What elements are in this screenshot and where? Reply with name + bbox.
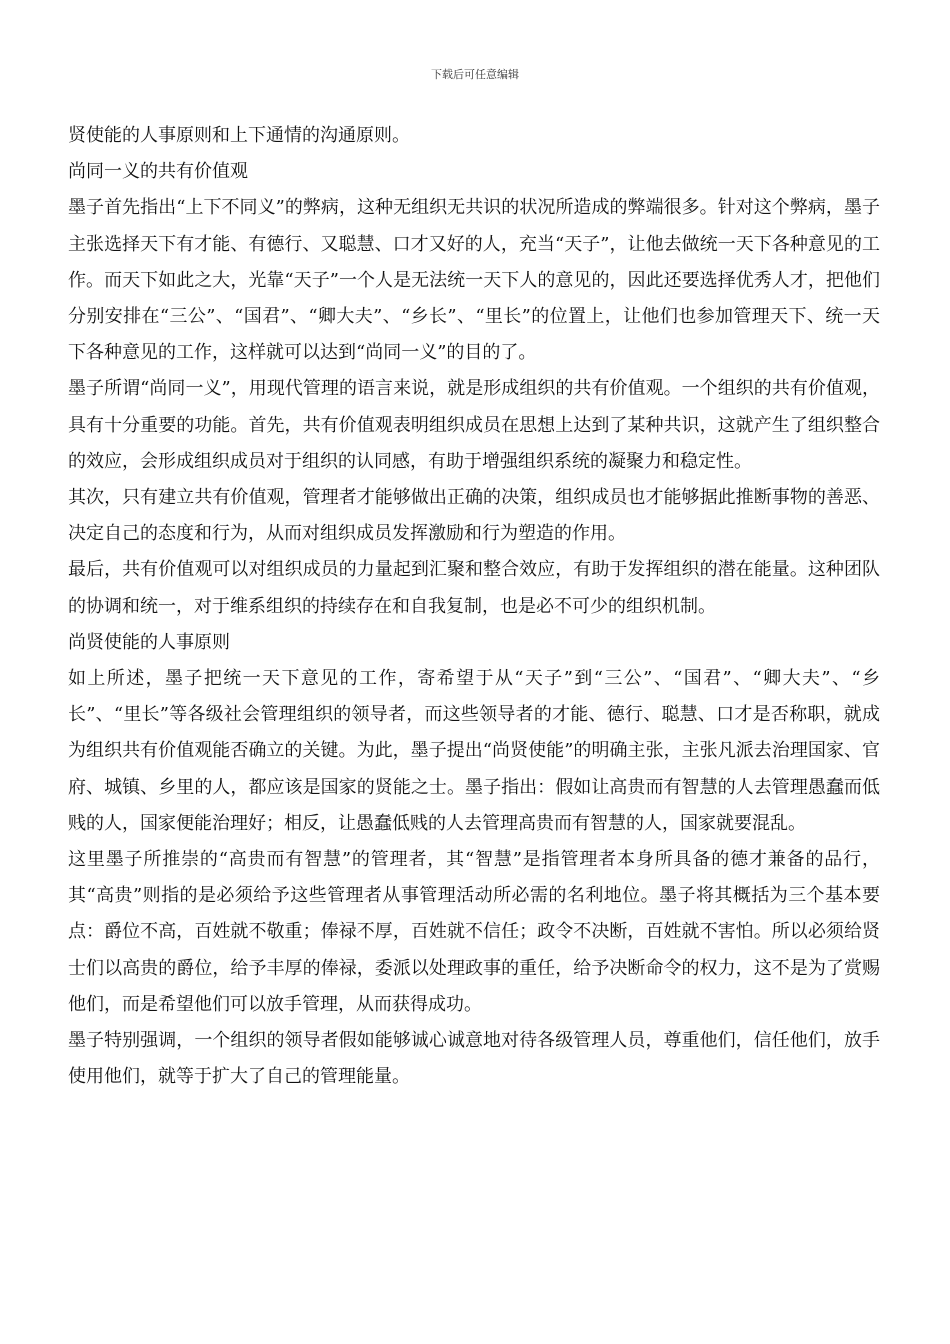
document-body — [68, 118, 880, 1095]
paragraph-1: 贤使能的人事原则和上下通情的沟通原则。 — [68, 125, 410, 146]
paragraph-4: 其次，只有建立共有价值观，管理者才能够做出正确的决策，组织成员也才能够据此推断事物的善恶、决定自己的态度和行为，从而对组织成员发挥激励和行为塑造的作用。 — [68, 487, 880, 545]
paragraph-6: 如上所述，墨子把统一天下意见的工作，寄希望于从“天子”到“三公”、“国君”、“卿大夫”、“乡长”、“里长”等各级社会管理组织的领导者，而这些领导者的才能、德行、聪慧、口才是否称职，就成为组织共有价值观能否确立的关键。为此，墨子提出“尚贤使能”的明确主张，主张凡派去治理国家、官府、城镇、乡里的人，都应该是国家的贤能之士。墨子指出：假如让高贵而有智慧的人去管理愚蠢而低贱的人，国家便能治理好；相反，让愚蠢低贱的人去管理高贵而有智慧的人，国家就要混乱。 — [68, 668, 880, 834]
paragraph-2: 墨子首先指出“上下不同义”的弊病，这种无组织无共识的状况所造成的弊端很多。针对这个弊病，墨子主张选择天下有才能、有德行、又聪慧、口才又好的人，充当“天子”，让他去做统一天下各种意见的工作。而天下如此之大，光靠“天子”一个人是无法统一天下人的意见的，因此还要选择优秀人才，把他们分别安排在“三公”、“国君”、“卿大夫”、“乡长”、“里长”的位置上，让他们也参加管理天下、统一天下各种意见的工作，这样就可以达到“尚同一义”的目的了。 — [68, 197, 880, 364]
paragraph-7: 这里墨子所推崇的“高贵而有智慧”的管理者，其“智慧”是指管理者本身所具备的德才兼备的品行，其“高贵”则指的是必须给予这些管理者从事管理活动所必需的名利地位。墨子将其概括为三个基本要点：爵位不高，百姓就不敬重；俸禄不厚，百姓就不信任；政令不决断，百姓就不害怕。所以必须给贤士们以高贵的爵位，给予丰厚的俸禄，委派以处理政事的重任，给予决断命令的权力，这不是为了赏赐他们，而是希望他们可以放手管理，从而获得成功。 — [68, 849, 880, 1015]
paragraph-3: 墨子所谓“尚同一义”，用现代管理的语言来说，就是形成组织的共有价值观。一个组织的共有价值观，具有十分重要的功能。首先，共有价值观表明组织成员在思想上达到了某种共识，这就产生了组织整合的效应，会形成组织成员对于组织的认同感，有助于增强组织系统的凝聚力和稳定性。 — [68, 378, 880, 472]
section-heading-personnel: 尚贤使能的人事原则 — [68, 631, 230, 653]
paragraph-8: 墨子特别强调，一个组织的领导者假如能够诚心诚意地对待各级管理人员，尊重他们，信任他们，放手使用他们，就等于扩大了自己的管理能量。 — [68, 1030, 880, 1088]
paragraph-5: 最后，共有价值观可以对组织成员的力量起到汇聚和整合效应，有助于发挥组织的潜在能量。这种团队的协调和统一，对于维系组织的持续存在和自我复制，也是必不可少的组织机制。 — [68, 559, 880, 617]
section-heading-shared-values: 尚同一义的共有价值观 — [68, 161, 248, 183]
page-header-note: 下载后可任意编辑 — [431, 68, 519, 81]
